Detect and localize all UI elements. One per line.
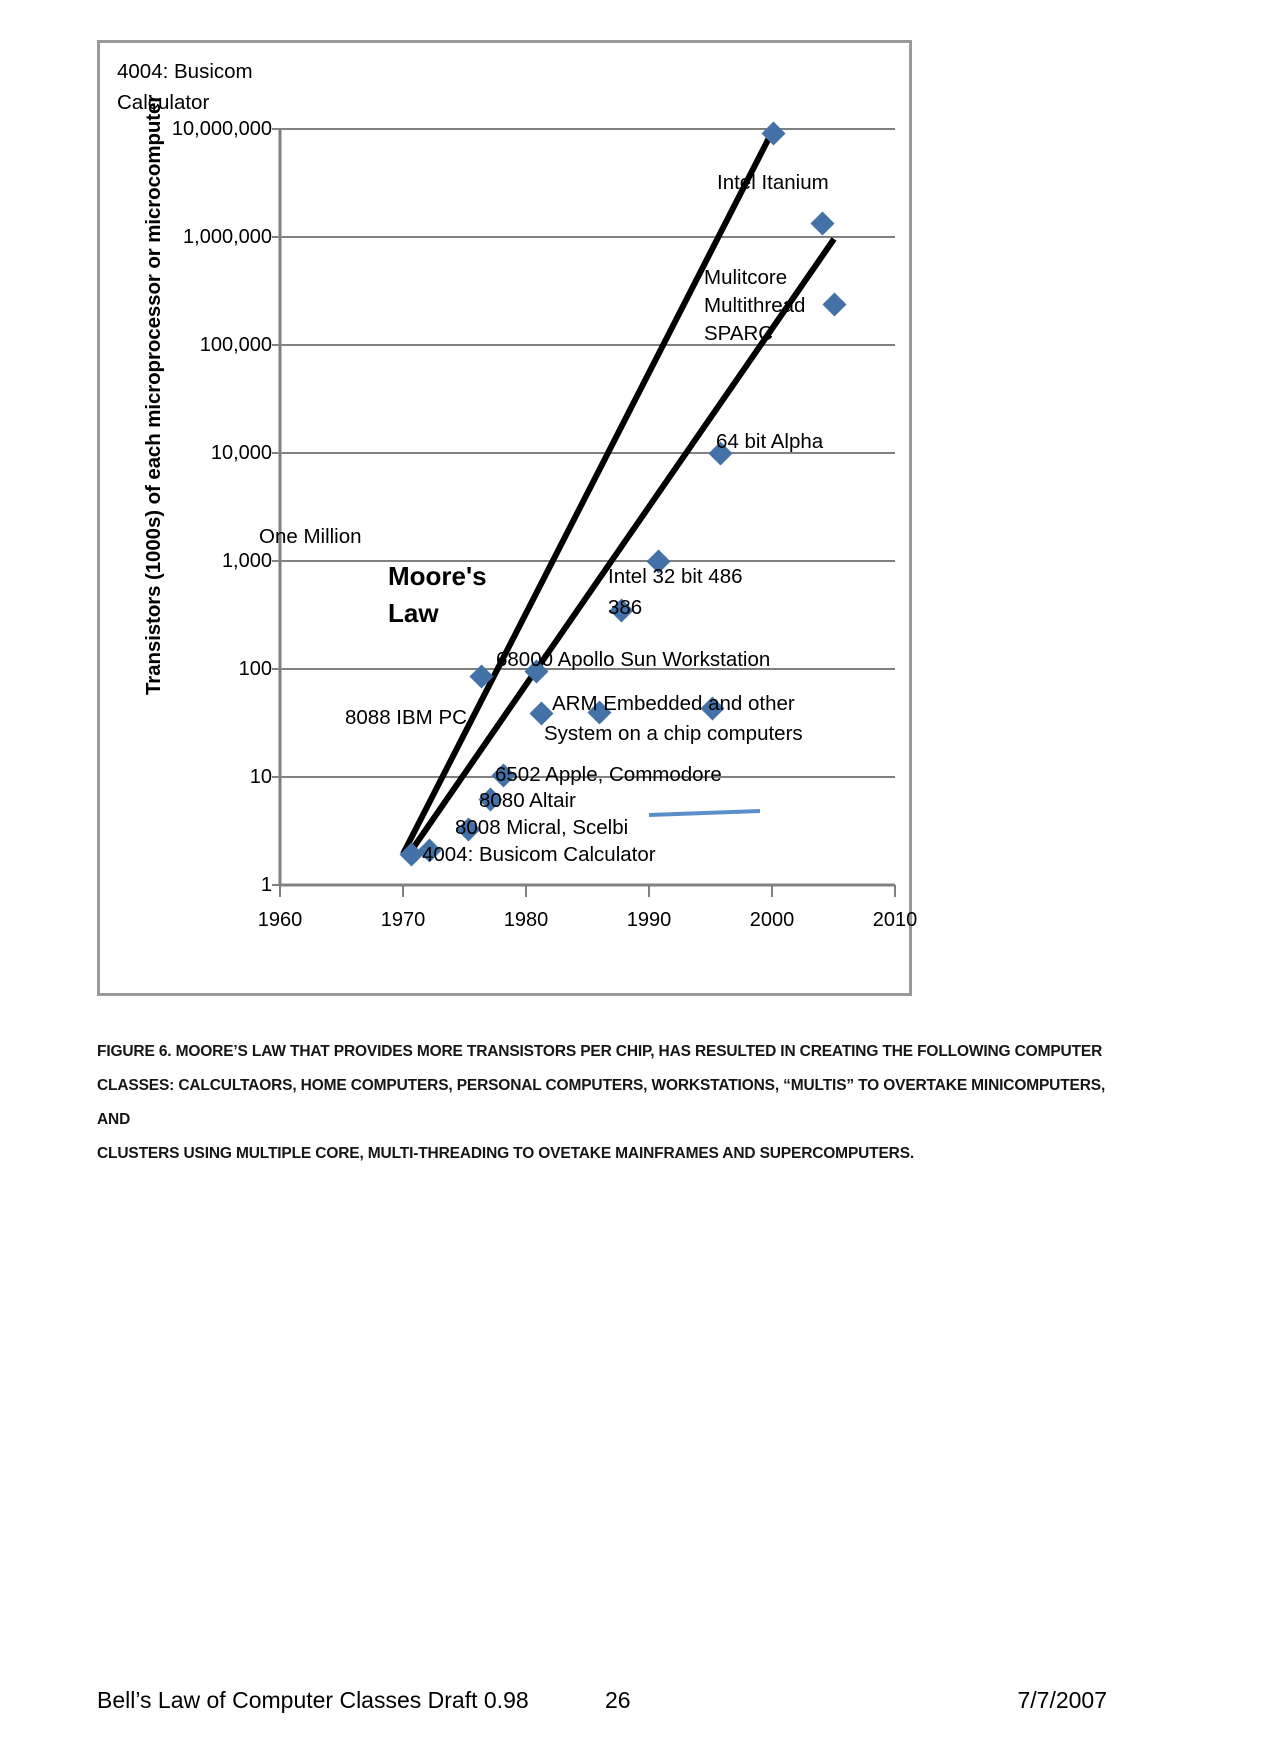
annotation-intel-486: Intel 32 bit 486 xyxy=(608,565,743,588)
footer-document-title: Bell’s Law of Computer Classes Draft 0.98 xyxy=(97,1687,529,1713)
annotation-moores-law-line2: Law xyxy=(388,598,439,628)
y-tick-10000: 10,000 xyxy=(210,442,272,464)
annotation-64bit-alpha: 64 bit Alpha xyxy=(716,430,824,453)
annotation-386: 386 xyxy=(608,596,643,619)
caption-line-2: CLASSES: CALCULTAORS, HOME COMPUTERS, PERSONAL COMPUTERS, WORKSTATIONS, “MULTIS” TO OVERTAKE MINICOMPUTERS, AND xyxy=(97,1077,1106,1128)
annotation-intel-itanium: Intel Itanium xyxy=(717,171,829,194)
x-tick-1990: 1990 xyxy=(626,909,672,931)
data-markers xyxy=(399,121,846,866)
figure-caption xyxy=(97,1035,1107,1171)
y-tick-labels xyxy=(100,43,272,999)
footer-page-number: 26 xyxy=(605,1687,631,1713)
annotation-moores-law-line1: Moore's xyxy=(388,561,487,591)
annotation-arm-line1: ARM Embedded and other xyxy=(552,692,795,715)
annotation-8008-micral: 8008 Micral, Scelbi xyxy=(455,816,629,839)
y-tick-1: 1 xyxy=(260,874,272,896)
caption-line-3: CLUSTERS USING MULTIPLE CORE, MULTI-THREADING TO OVETAKE MAINFRAMES AND SUPERCOMPUTERS. xyxy=(97,1145,915,1162)
y-tick-100000: 100,000 xyxy=(199,334,272,356)
annotation-multithread: Multithread xyxy=(704,294,806,317)
annotation-6502: 6502 Apple, Commodore xyxy=(495,763,722,786)
y-tick-1000000: 1,000,000 xyxy=(183,226,272,248)
y-tick-1000: 1,000 xyxy=(221,550,272,572)
y-axis-title: Transistors (1000s) of each microprocessor or microcomputer xyxy=(142,94,165,695)
x-tick-1960: 1960 xyxy=(257,909,303,931)
corner-note-line1: 4004: Busicom xyxy=(117,60,253,83)
annotation-8088-ibm-pc: 8088 IBM PC xyxy=(345,706,467,729)
annotation-apollo-sun: 68000 Apollo Sun Workstation xyxy=(496,648,771,671)
y-tick-10: 10 xyxy=(249,766,272,788)
marker-4004 xyxy=(399,842,423,866)
x-tick-2010: 2010 xyxy=(872,909,918,931)
x-tick-1980: 1980 xyxy=(503,909,549,931)
annotation-8080-altair: 8080 Altair xyxy=(479,789,576,812)
annotation-mulitcore: Mulitcore xyxy=(704,266,788,289)
annotation-arm-line2: System on a chip computers xyxy=(544,722,803,745)
y-tick-10000000: 10,000,000 xyxy=(171,118,272,140)
footer-date: 7/7/2007 xyxy=(1017,1687,1107,1713)
x-tick-1970: 1970 xyxy=(380,909,426,931)
annotation-sparc: SPARC xyxy=(704,322,774,345)
marker-intel-itanium xyxy=(810,211,834,235)
y-tick-100: 100 xyxy=(238,658,272,680)
x-tick-2000: 2000 xyxy=(749,909,795,931)
caption-line-1: FIGURE 6. MOORE’S LAW THAT PROVIDES MORE TRANSISTORS PER CHIP, HAS RESULTED IN CREATING THE FOLLOWING COMPUTER xyxy=(97,1043,1103,1060)
annotation-4004-busicom: 4004: Busicom Calculator xyxy=(422,843,656,866)
corner-note-line2: Calculator xyxy=(117,91,210,114)
arm-series-line xyxy=(649,811,760,815)
figure-frame xyxy=(97,40,918,996)
marker-multicore-sparc xyxy=(822,292,846,316)
x-tick-marks xyxy=(280,885,895,897)
moores-law-chart xyxy=(100,43,918,999)
annotation-one-million: One Million xyxy=(259,525,362,548)
